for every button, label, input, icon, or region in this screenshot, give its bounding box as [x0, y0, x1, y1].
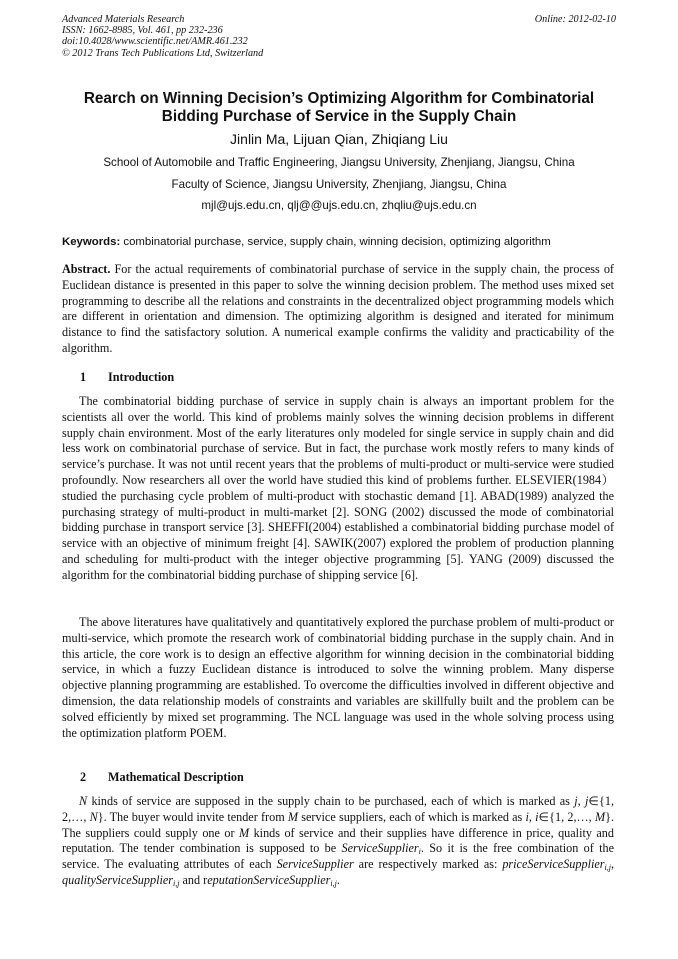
affiliation-2: Faculty of Science, Jiangsu University, Zhenjiang, Jiangsu, China	[171, 178, 507, 191]
authors: Jinlin Ma, Lijuan Qian, Zhiqiang Liu	[230, 131, 448, 147]
title-line-1: Rearch on Winning Decision’s Optimizing Algorithm for Combinatorial	[83, 90, 595, 107]
section-heading-mathematical-description	[80, 770, 244, 786]
keywords-label: Keywords:	[62, 236, 121, 248]
online-date: Online: 2012-02-10	[534, 14, 616, 25]
abstract	[62, 262, 614, 357]
intro-paragraph-2: The above literatures have qualitatively and quantitatively explored the purchase problem of multi-product or multi-service, which promote the research work of combinatorial bidding purchase in the supply chain. And in this article, the core work is to design an effective algorithm for winning decision in the combinatorial bidding service, in which a fuzzy Euclidean distance is introduced to solve the winning problem. Many disperse objective planning programming are established. To overcome the difficulties involved in different objective and dimension, the data relationship models of constraints and variables are skillfully built and the problem can be solved efficiently by mixed set programming. The NCL language was used in the whole solving process using the optimization platform POEM.	[62, 615, 614, 740]
running-header	[62, 14, 616, 59]
affiliation-1: School of Automobile and Traffic Engineering, Jiangsu University, Zhenjiang, Jiangsu, China	[103, 156, 575, 169]
section-number: 1	[80, 370, 87, 384]
keywords-text: combinatorial purchase, service, supply chain, winning decision, optimizing algorithm	[120, 236, 551, 248]
copyright: © 2012 Trans Tech Publications Ltd, Switzerland	[62, 47, 264, 59]
author-emails: mjl@ujs.edu.cn, qlj@@ujs.edu.cn, zhqliu@ujs.edu.cn	[201, 199, 477, 212]
title-line-2: Bidding Purchase of Service in the Supply Chain	[161, 108, 517, 125]
math-paragraph: N kinds of service are supposed in the supply chain to be purchased, each of which is marked as j, j∈{1, 2,…, N}. The buyer would invite tender from M service suppliers, each of which is marked as i, i∈{1, 2,…, M}. The suppliers could supply one or M kinds of service and their supplies have difference in price, quality and reputation. The tender combination is supposed to be ServiceSupplier$_i$. So it is the free combination of the service. The evaluating attributes of each ServiceSupplier are respectively marked as: priceServiceSupplier$_{i,j}$, qualityServiceSupplier$_{i,j}$ and reputationServiceSupplier$_{i,j}$.	[62, 794, 615, 888]
journal-name: Advanced Materials Research	[62, 14, 185, 25]
intro-paragraph-1: The combinatorial bidding purchase of service in supply chain is always an important problem for the scientists all over the world. This kind of problems mainly solves the winning decision problems in different supply chain environment. Most of the early literatures only modeled for single service in supply chain and did less work on combinatorial purchase of service. But in fact, the purchase work mostly refers to many kinds of service’s purchase. It was not until recent years that the problems of multi-product or multi-service were studied profoundly. Now researchers all over the world have studied this kind of problems further. ELSEVIER(1984）studied the purchasing cycle problem of multi-product with stochastic demand [1]. ABAD(1989) analyzed the purchasing strategy of multi-product in multi-market [2]. SONG (2002) discussed the mode of combinatorial bidding purchase in transport service [3]. SHEFFI(2004) established a combinatorial bidding purchase model of service with an objective of minimum freight [4]. SAWIK(2007) explored the problem of production planning and scheduling for multi-product with the integer objective programming [5]. YANG (2009) discussed the algorithm for the combinatorial bidding purchase of shipping service [6].	[62, 394, 614, 582]
paper-title	[40, 90, 638, 126]
section-title: Introduction	[108, 370, 175, 384]
issn: ISSN: 1662-8985, Vol. 461, pp 232-236	[62, 25, 223, 37]
section-title: Mathematical Description	[108, 770, 244, 784]
keywords	[62, 235, 622, 249]
abstract-label: Abstract.	[62, 262, 111, 276]
doi: doi:10.4028/www.scientific.net/AMR.461.232	[62, 36, 248, 48]
abstract-text: For the actual requirements of combinatorial purchase of service in the supply chain, the process of Euclidean distance is presented in this paper to solve the winning decision problem. The method uses mixed set programming to describe all the relations and constraints in the decentralized object programming models which are different in orientation and dimension. The optimizing algorithm is designed and iterated for minimum distance to find the satisfactory solution. A numerical example confirms the validity and practicability of the algorithm.	[62, 262, 614, 355]
section-heading-introduction	[80, 370, 174, 386]
section-number: 2	[80, 770, 87, 784]
